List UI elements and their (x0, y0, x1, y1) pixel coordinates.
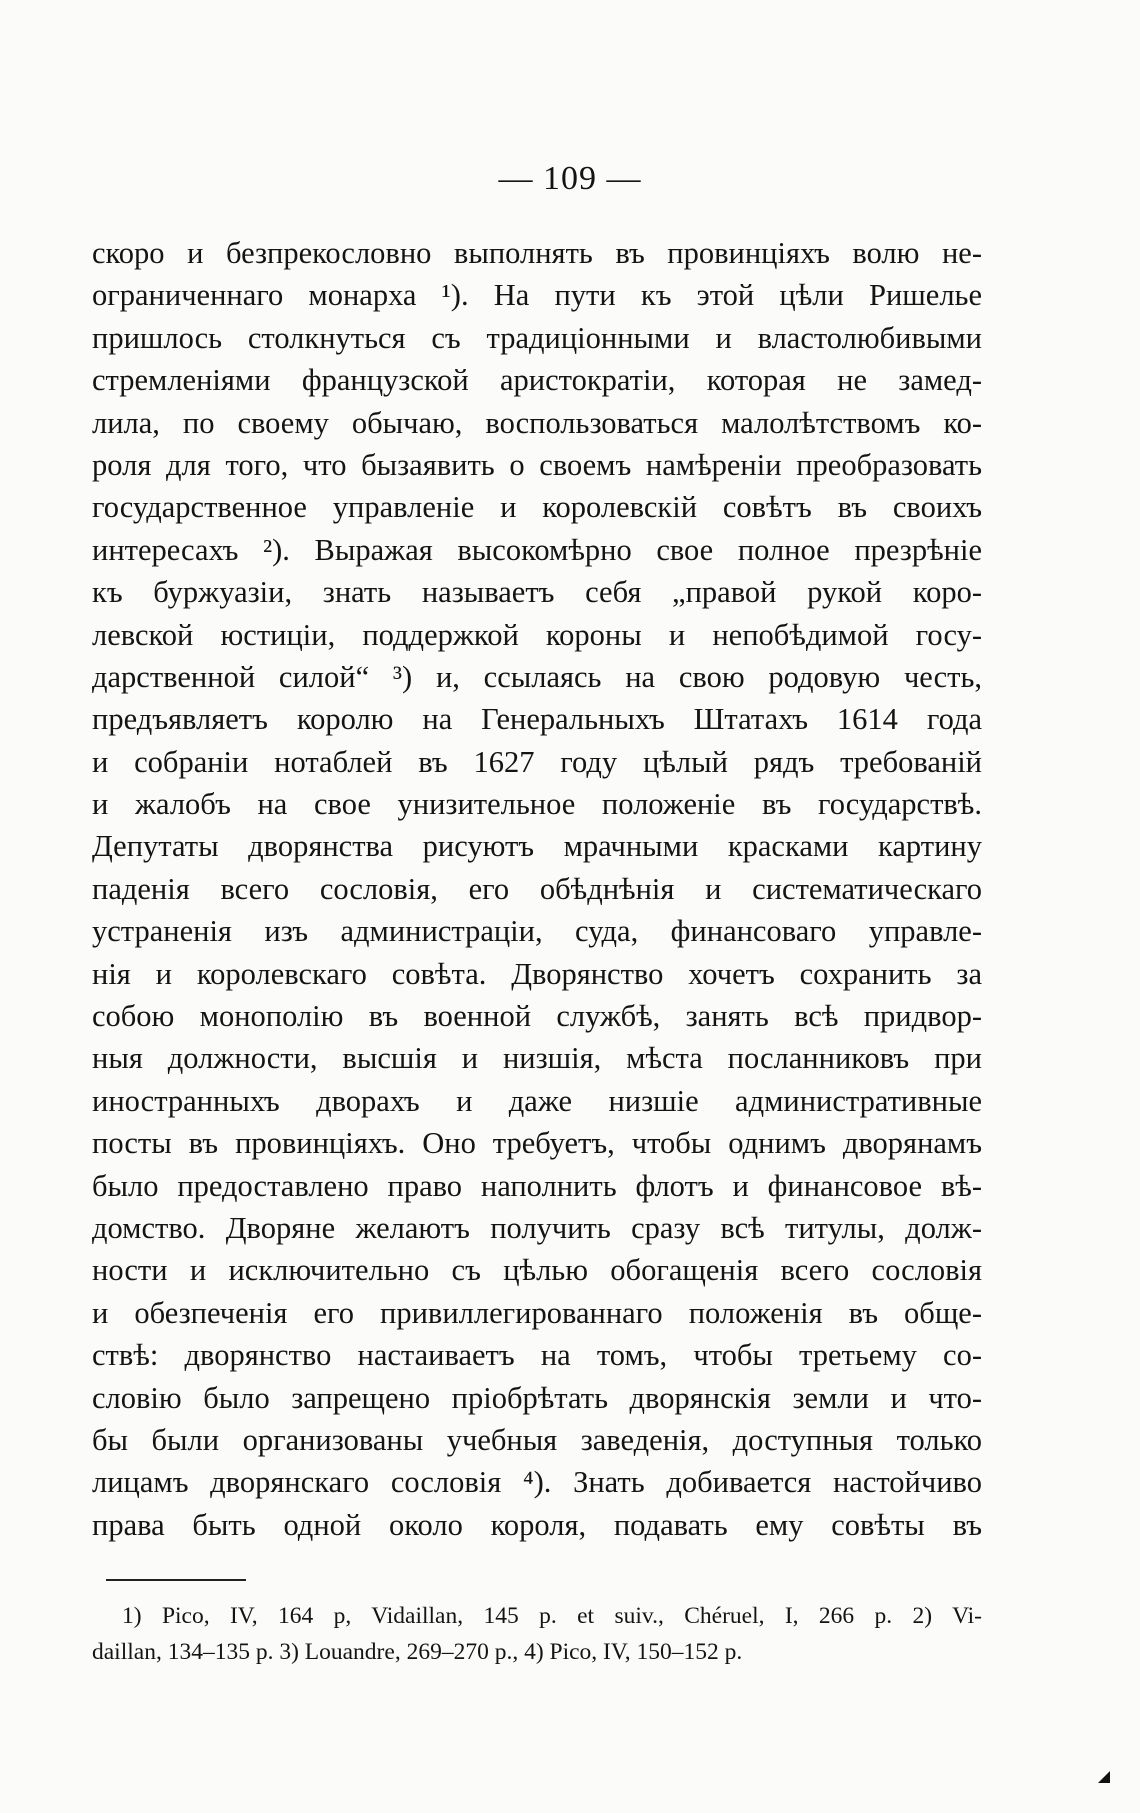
text-line: ограниченнаго монарха ¹). На пути къ этой цѣли Ришелье (92, 278, 982, 313)
text-line: стремленіями французской аристократіи, которая не замед- (92, 363, 982, 398)
text-line: посты въ провинціяхъ. Оно требуетъ, чтобы однимъ дворянамъ (92, 1126, 982, 1161)
text-line: роля для того, что бызаявить о своемъ намѣреніи преобразовать (92, 447, 982, 482)
text-line: и обезпеченія его привиллегированнаго положенія въ обще- (92, 1295, 982, 1330)
text-line: иностранныхъ дворахъ и даже низшіе административные (92, 1083, 982, 1118)
text-line: было предоставлено право наполнить флотъ и финансовое вѣ- (92, 1168, 982, 1203)
text-line: словію было запрещено пріобрѣтать дворянскія земли и что- (92, 1380, 982, 1415)
text-line: государственное управленіе и королевскій совѣтъ въ своихъ (92, 490, 982, 525)
footnote-rule (106, 1579, 246, 1581)
text-line: и собраніи нотаблей въ 1627 году цѣлый рядъ требованій (92, 744, 982, 779)
text-line: левской юстиціи, поддержкой короны и непобѣдимой госу- (92, 617, 982, 652)
text-line: интересахъ ²). Выражая высокомѣрно свое полное презрѣніе (92, 532, 982, 567)
text-line: лицамъ дворянскаго сословія ⁴). Знать добивается настойчиво (92, 1465, 982, 1500)
text-line: права быть одной около короля, подавать ему совѣты въ (92, 1507, 982, 1542)
text-line: нія и королевскаго совѣта. Дворянство хочетъ сохранить за (92, 956, 982, 991)
corner-mark-icon (1098, 1771, 1110, 1783)
footnote-line: 1) Pico, IV, 164 p, Vidaillan, 145 p. et suiv., Chéruel, I, 266 p. 2) Vi- (122, 1603, 982, 1629)
text-line: устраненія изъ администраціи, суда, финансоваго управле- (92, 914, 982, 949)
footnote-line: daillan, 134–135 p. 3) Louandre, 269–270 p., 4) Pico, IV, 150–152 p. (92, 1639, 743, 1665)
text-line: скоро и безпрекословно выполнять въ провинціяхъ волю не- (92, 236, 982, 270)
text-line: предъявляетъ королю на Генеральныхъ Штатахъ 1614 года (92, 702, 982, 737)
page-number: — 109 — (498, 160, 642, 197)
text-line: бы были организованы учебныя заведенія, доступныя только (92, 1422, 982, 1457)
text-line: пришлось столкнуться съ традиціонными и властолюбивыми (92, 320, 982, 355)
text-line: ствѣ: дворянство настаиваетъ на томъ, чтобы третьему со- (92, 1338, 982, 1373)
text-line: ныя должности, высшія и низшія, мѣста посланниковъ при (92, 1041, 982, 1076)
text-line: лила, по своему обычаю, воспользоваться малолѣтствомъ ко- (92, 405, 982, 440)
text-line: ности и исключительно съ цѣлью обогащенія всего сословія (92, 1253, 982, 1288)
text-line: домство. Дворяне желаютъ получить сразу всѣ титулы, долж- (92, 1210, 982, 1245)
text-line: дарственной силой“ ³) и, ссылаясь на свою родовую честь, (92, 659, 982, 694)
text-line: къ буржуазіи, знать называетъ себя „правой рукой коро- (92, 575, 982, 610)
body-text (92, 232, 982, 1546)
text-line: и жалобъ на свое унизительное положеніе въ государствѣ. (92, 787, 982, 822)
text-line: паденія всего сословія, его обѣднѣнія и систематическаго (92, 871, 982, 906)
text-line: собою монополію въ военной службѣ, занять всѣ придвор- (92, 999, 982, 1034)
footnotes (92, 1598, 982, 1670)
text-line: Депутаты дворянства рисуютъ мрачными красками картину (92, 829, 982, 864)
